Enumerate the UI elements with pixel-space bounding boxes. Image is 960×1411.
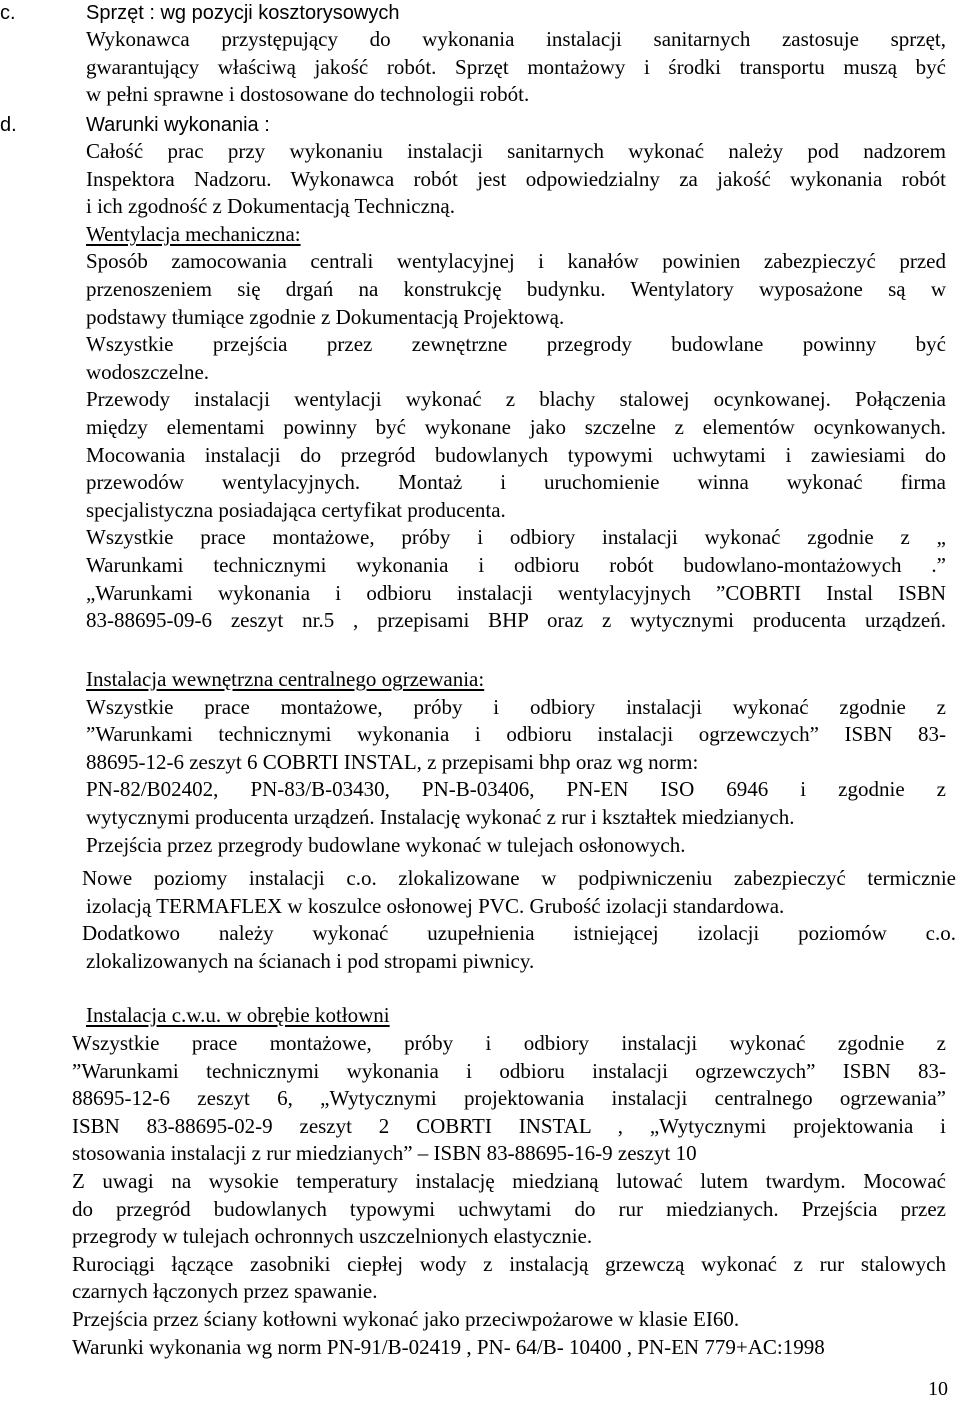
paragraph-line: Inspektora Nadzoru. Wykonawca robót jest odpowiedzialny za jakość wykonania robót — [86, 166, 946, 191]
paragraph-line: Wszystkie prace montażowe, próby i odbiory instalacji wykonać zgodnie z „ — [86, 525, 946, 550]
paragraph-line: przegrody w tulejach ochronnych uszczelnionych elastycznie. — [72, 1224, 593, 1249]
paragraph-line: 83-88695-09-6 zeszyt nr.5 , przepisami BHP oraz z wytycznymi producenta urządzeń. — [86, 608, 946, 633]
paragraph-line: Przejścia przez przegrody budowlane wykonać w tulejach osłonowych. — [86, 832, 686, 857]
paragraph-line: ISBN 83-88695-02-9 zeszyt 2 COBRTI INSTAL , „Wytycznymi projektowania i — [72, 1113, 946, 1138]
paragraph-line: Przewody instalacji wentylacji wykonać z blachy stalowej ocynkowanej. Połączenia — [86, 387, 946, 412]
paragraph-line: Wszystkie przejścia przez zewnętrzne przegrody budowlane powinny być — [86, 332, 946, 357]
paragraph-line: zlokalizowanych na ścianach i pod stropami piwnicy. — [86, 948, 535, 973]
paragraph-line: specjalistyczna posiadająca certyfikat producenta. — [86, 497, 506, 522]
section-c-marker: c. — [0, 2, 16, 24]
section-d-title: Warunki wykonania : — [86, 114, 270, 136]
section-c-body — [86, 26, 946, 109]
paragraph-line: 88695-12-6 zeszyt 6 COBRTI INSTAL, z przepisami bhp oraz wg norm: — [86, 749, 699, 774]
heating-section — [86, 666, 946, 859]
section-d-body — [86, 138, 946, 635]
paragraph-line: „Warunkami wykonania i odbioru instalacji wentylacyjnych ”COBRTI Instal ISBN — [86, 580, 946, 605]
ventilation-heading: Wentylacja mechaniczna: — [86, 221, 301, 246]
paragraph-line: Sposób zamocowania centrali wentylacyjnej i kanałów powinien zabezpieczyć przed — [86, 249, 946, 274]
paragraph-line: podstawy tłumiące zgodnie z Dokumentacją Projektową. — [86, 304, 565, 329]
paragraph-line: do przegród budowlanych typowymi uchwytami do rur miedzianych. Przejścia przez — [72, 1196, 946, 1221]
paragraph-line: stosowania instalacji z rur miedzianych” – ISBN 83-88695-16-9 zeszyt 10 — [72, 1141, 697, 1166]
paragraph-line: Wszystkie prace montażowe, próby i odbiory instalacji wykonać zgodnie z — [86, 694, 946, 719]
paragraph-line: 88695-12-6 zeszyt 6, „Wytycznymi projektowania instalacji centralnego ogrzewania” — [72, 1086, 946, 1111]
paragraph-line: Mocowania instalacji do przegród budowlanych typowymi uchwytami i zawiesiami do — [86, 442, 946, 467]
paragraph-line: ”Warunkami technicznymi wykonania i odbioru instalacji ogrzewczych” ISBN 83- — [72, 1058, 946, 1083]
paragraph-line: i ich zgodność z Dokumentacją Techniczną. — [86, 194, 455, 219]
cwu-heading: Instalacja c.w.u. w obrębie kotłowni — [86, 1003, 390, 1027]
paragraph-line: Przejścia przez ściany kotłowni wykonać jako przeciwpożarowe w klasie EI60. — [72, 1306, 740, 1331]
paragraph-line: Wykonawca przystępujący do wykonania instalacji sanitarnych zastosuje sprzęt, — [86, 27, 946, 51]
paragraph-line: izolacją TERMAFLEX w koszulce osłonowej PVC. Grubość izolacji standardowa. — [86, 893, 785, 918]
paragraph-line: przenoszeniem się drgań na konstrukcję budynku. Wentylatory wyposażone są w — [86, 276, 946, 301]
section-d-marker: d. — [0, 114, 17, 136]
paragraph-line: Warunkami technicznymi wykonania i odbioru robót budowlano-montażowych .” — [86, 552, 946, 577]
paragraph-line: Z uwagi na wysokie temperatury instalację miedzianą lutować lutem twardym. Mocować — [72, 1168, 946, 1193]
paragraph-line: Dodatkowo należy wykonać uzupełnienia istniejącej izolacji poziomów c.o. — [82, 921, 956, 946]
paragraph-line: ”Warunkami technicznymi wykonania i odbioru instalacji ogrzewczych” ISBN 83- — [86, 722, 946, 747]
paragraph-line: w pełni sprawne i dostosowane do technologii robót. — [86, 82, 530, 107]
paragraph-line: między elementami powinny być wykonane jako szczelne z elementów ocynkowanych. — [86, 414, 946, 439]
paragraph-line: wytycznymi producenta urządzeń. Instalację wykonać z rur i kształtek miedzianych. — [86, 804, 795, 829]
paragraph-line: Całość prac przy wykonaniu instalacji sanitarnych wykonać należy pod nadzorem — [86, 139, 946, 163]
paragraph-line: Nowe poziomy instalacji c.o. zlokalizowane w podpiwniczeniu zabezpieczyć termicznie — [82, 866, 956, 890]
cwu-heading-row — [86, 1002, 946, 1030]
paragraph-line: Warunki wykonania wg norm PN-91/B-02419 , PN- 64/B- 10400 , PN-EN 779+AC:1998 — [72, 1334, 825, 1359]
paragraph-line: gwarantujący właściwą jakość robót. Sprzęt montażowy i środki transportu muszą być — [86, 54, 946, 79]
paragraph-line: Rurociągi łączące zasobniki ciepłej wody z instalacją grzewczą wykonać z rur stalowych — [72, 1251, 946, 1276]
paragraph-line: wodoszczelne. — [86, 359, 210, 384]
paragraph-line: przewodów wentylacyjnych. Montaż i uruchomienie winna wykonać firma — [86, 470, 946, 495]
paragraph-line: PN-82/B02402, PN-83/B-03430, PN-B-03406, PN-EN ISO 6946 i zgodnie z — [86, 777, 946, 802]
section-c-title: Sprzęt : wg pozycji kosztorysowych — [86, 2, 400, 24]
cwu-section — [72, 1030, 946, 1361]
paragraph-line: czarnych łączonych przez spawanie. — [72, 1279, 378, 1304]
heating-section-continued — [82, 865, 956, 975]
page-number: 10 — [928, 1378, 948, 1400]
paragraph-line: Wszystkie prace montażowe, próby i odbiory instalacji wykonać zgodnie z — [72, 1031, 946, 1055]
heating-heading: Instalacja wewnętrzna centralnego ogrzewania: — [86, 667, 485, 691]
